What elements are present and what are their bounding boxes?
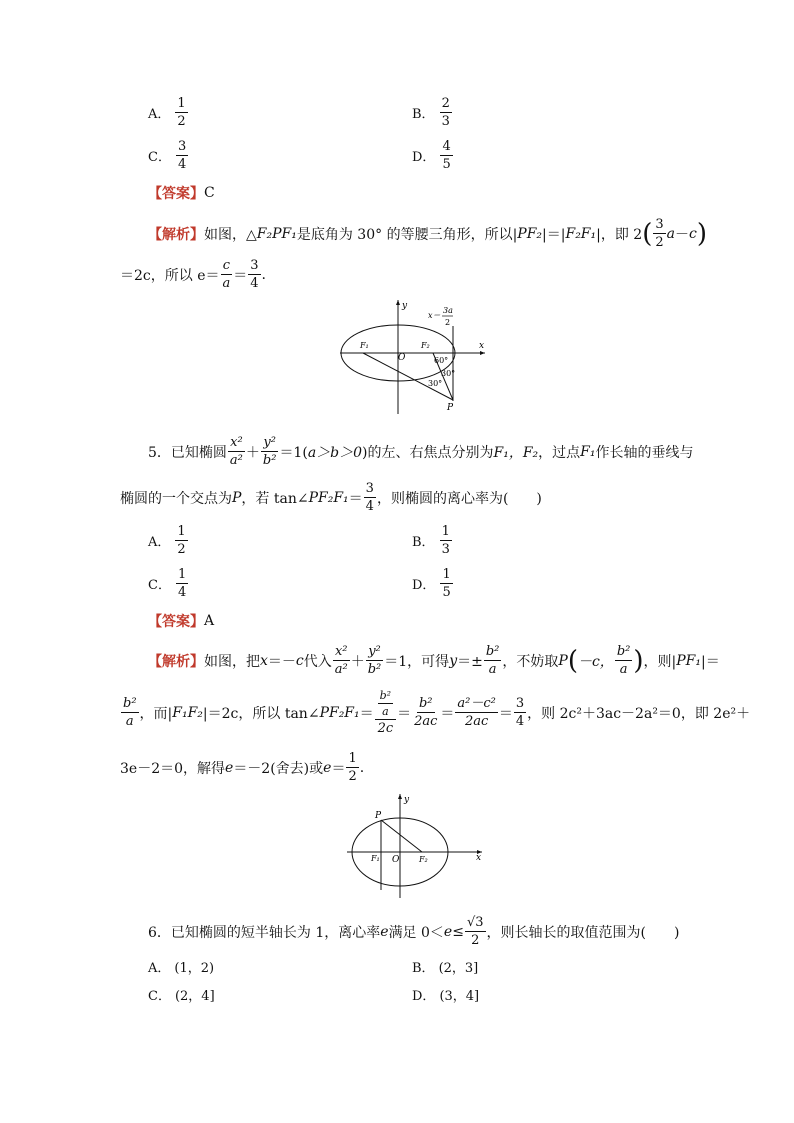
q5-option-a: A． $\frac{1}{2}$ [148, 524, 186, 557]
angle-60-label: 60° [434, 356, 449, 365]
svg-text:3a: 3a [443, 306, 453, 315]
q5-stem-line1: 5．已知椭圆 $\frac{\text{x²}}{\text{a²}}$ ＋ $\frac{\text{y²}}{\text{b²}}$ ＝1( a＞b＞0 )的左、右焦点分别为 F₁，F₂ ，过点 F₁ 作长轴的垂线与 [148, 435, 694, 468]
q4-analysis-line1: 【解析】 如图，△ F₂PF₁ 是底角为 30° 的等腰三角形，所以| PF₂ |＝| F₂F₁ |，即 2 ( $\frac{3}{2}$ a － c ) [148, 217, 708, 250]
q5-analysis-line2: $\frac{\text{b²}}{a}$ ，而| F₁F₂ |＝2c，所以 tan∠ PF₂F₁ ＝ $\frac{\frac{\text{b²}}{a}}{2c}$ ＝ $\frac{\text{b²}}{2ac}$ ＝ $\frac{\text{a²－c²}}{2ac}$ ＝ $\frac{3}{4}$ ，则 2c²＋3ac－2a²＝0，即 2e²＋ [123, 689, 751, 736]
q5-analysis-line3: 3e－2＝0，解得 e ＝－2(舍去)或 e ＝ $\frac{1}{2}$ . [120, 751, 365, 784]
q4-ellipse-figure [335, 296, 490, 416]
q5-option-c: C． $\frac{1}{4}$ [148, 567, 187, 600]
f2-label: F₂ [419, 855, 428, 864]
q6-option-a: A． (1，2) [148, 961, 215, 976]
f1-label: F₁ [371, 854, 380, 863]
q5-analysis-line1: 【解析】 如图，把 x ＝－ c 代入 $\frac{\text{x²}}{\text{a²}}$ ＋ $\frac{\text{y²}}{\text{b²}}$ ＝1，可得 y ＝± $\frac{\text{b²}}{a}$ ，不妨取 P ( －c， $\frac{\text{b²}}{a}$ ) ，则| PF₁ |＝ [148, 644, 720, 677]
f2-label: F₂ [421, 341, 430, 350]
q5-option-b: B． $\frac{1}{3}$ [412, 524, 450, 557]
x-label: x [476, 853, 482, 863]
origin-label: O [398, 353, 406, 363]
y-label: y [404, 795, 410, 805]
angle-30-label: 30° [428, 379, 443, 388]
q5-option-d: D． $\frac{1}{5}$ [412, 567, 451, 600]
svg-text:2: 2 [445, 318, 451, 327]
q4-answer: 【答案】 C [148, 185, 215, 202]
q5-answer: 【答案】 A [148, 613, 215, 630]
q4-analysis-line2: ＝2c，所以 e＝ $\frac{c}{a}$ ＝ $\frac{3}{4}$ . [120, 258, 266, 291]
q4-option-b: B． $\frac{2}{3}$ [412, 96, 450, 129]
fraction: $\frac{3}{4}$ [177, 139, 187, 172]
f1-label: F₁ [360, 341, 369, 350]
q5-ellipse-figure [342, 790, 487, 902]
q6-option-c: C． (2，4] [148, 989, 215, 1004]
origin-label: O [392, 855, 400, 865]
fraction: $\frac{1}{2}$ [177, 96, 186, 129]
fraction: $\frac{4}{5}$ [442, 139, 451, 172]
line-label: x＝ [428, 311, 441, 320]
angle-30-label: 30° [441, 369, 456, 378]
p-label: P [447, 403, 454, 413]
q6-option-b: B． (2，3] [412, 961, 479, 976]
q4-option-a: A． $\frac{1}{2}$ [148, 96, 186, 129]
q4-option-c: C． $\frac{3}{4}$ [148, 139, 187, 172]
fraction: $\frac{2}{3}$ [441, 96, 450, 129]
q6-stem: 6．已知椭圆的短半轴长为 1，离心率 e 满足 0＜ e ≤ $\frac{√3}{2}$ ，则长轴长的取值范围为( ) [148, 915, 680, 948]
y-label: y [402, 301, 408, 311]
q4-option-d: D． $\frac{4}{5}$ [412, 139, 451, 172]
p-label: P [375, 811, 382, 821]
q5-stem-line2: 椭圆的一个交点为 P ，若 tan∠ PF₂F₁ ＝ $\frac{3}{4}$ ，则椭圆的离心率为( ) [120, 481, 542, 514]
q6-option-d: D． (3，4] [412, 989, 480, 1004]
x-label: x [479, 341, 485, 351]
